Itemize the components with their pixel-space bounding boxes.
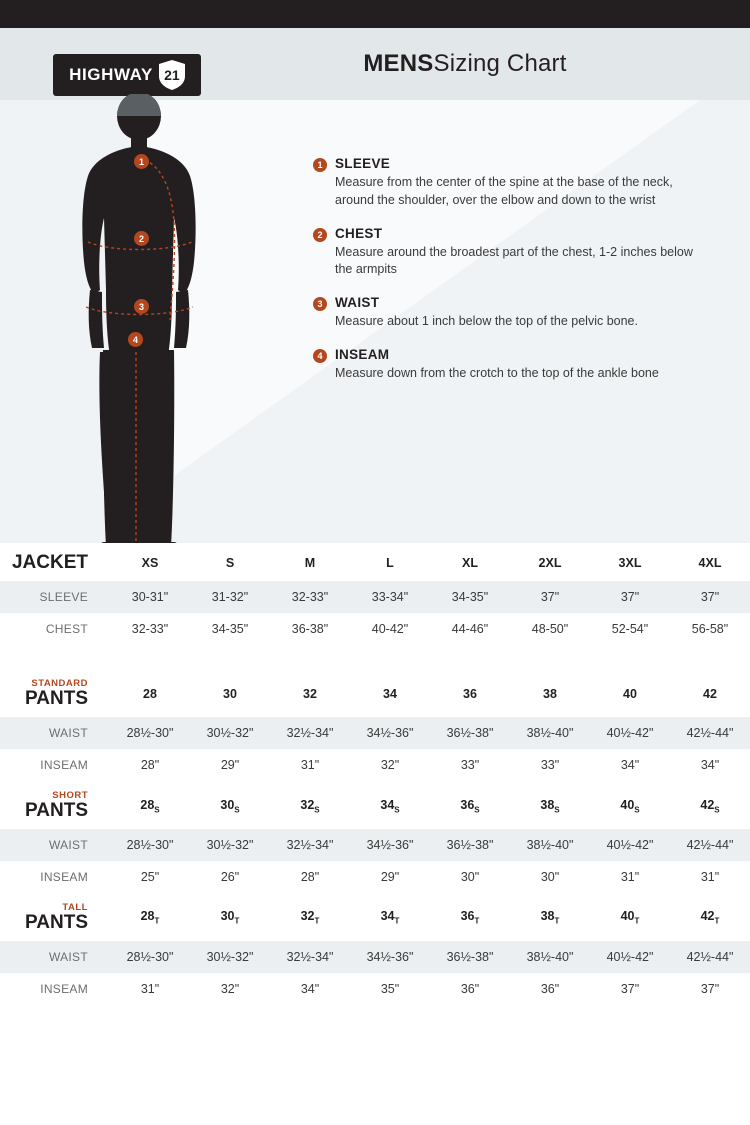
table-cell: 48-50" <box>531 621 569 636</box>
instruction-text-chest: Measure around the broadest part of the chest, 1-2 inches below the armpits <box>335 244 693 277</box>
callout-marker-3: 3 <box>134 299 149 314</box>
table-row <box>0 941 750 973</box>
size-column-header: 30 <box>223 686 237 701</box>
size-column-header: $42_T$ <box>700 909 720 926</box>
size-column-header: $42_S$ <box>700 797 720 815</box>
table-section-kicker: SHORT <box>52 789 88 801</box>
instruction-sleeve <box>313 156 713 210</box>
table-cell: 37" <box>590 581 670 613</box>
instruction-title-chest: CHEST <box>335 225 383 241</box>
row-label: SLEEVE <box>0 581 110 613</box>
size-column-header: $32_S$ <box>300 797 320 815</box>
table-cell: 40½-42" <box>590 941 670 973</box>
size-column-header: $28_T$ <box>140 909 160 926</box>
table-cell: 35" <box>380 981 400 996</box>
size-column-header: 40 <box>623 686 637 701</box>
table-cell: 31" <box>140 981 160 996</box>
table-cell: 30" <box>460 869 480 884</box>
table-cell: 34½-36" <box>350 941 430 973</box>
table-header-row <box>0 893 750 941</box>
table-cell: 34½-36" <box>350 829 430 861</box>
table-row <box>0 613 750 645</box>
table-cell: 30-31" <box>110 581 190 613</box>
table-cell: 32½-34" <box>270 829 350 861</box>
size-column-header: S <box>225 555 235 570</box>
table-section-name: PANTS <box>25 799 88 821</box>
table-cell: 37" <box>670 581 750 613</box>
table-cell: 36½-38" <box>430 717 510 749</box>
instruction-title-waist: WAIST <box>335 295 380 310</box>
table-cell: 32½-34" <box>270 717 350 749</box>
size-table-jacket-0 <box>0 543 750 645</box>
instruction-waist <box>313 295 713 331</box>
table-row <box>0 717 750 749</box>
table-cell: 33" <box>460 757 480 772</box>
size-column-header: $36_T$ <box>460 909 480 926</box>
table-cell: 34" <box>620 757 640 772</box>
size-column-header: 4XL <box>698 555 722 570</box>
table-section-title <box>0 893 110 941</box>
table-cell: 52-54" <box>611 621 649 636</box>
table-section-title <box>0 781 110 829</box>
table-cell: 36-38" <box>291 621 329 636</box>
table-cell: 28" <box>140 757 160 772</box>
instruction-title-sleeve: SLEEVE <box>335 156 391 171</box>
table-cell: 38½-40" <box>510 941 590 973</box>
table-cell: 34-35" <box>211 621 249 636</box>
instruction-inseam <box>313 347 713 383</box>
size-column-header: XL <box>462 555 478 570</box>
table-row <box>0 829 750 861</box>
table-cell: 26" <box>220 869 240 884</box>
table-cell: 28½-30" <box>110 829 190 861</box>
size-column-header: 36 <box>463 686 477 701</box>
size-tables <box>0 543 750 1005</box>
size-column-header: 38 <box>543 686 557 701</box>
top-bar <box>0 0 750 28</box>
row-label: WAIST <box>0 829 110 861</box>
size-column-header: M <box>304 555 316 570</box>
table-cell: 32-33" <box>131 621 169 636</box>
size-column-header: $34_T$ <box>380 909 400 926</box>
table-section-kicker: STANDARD <box>31 677 88 689</box>
table-cell: 34½-36" <box>350 717 430 749</box>
table-cell: 28" <box>300 869 320 884</box>
row-label: CHEST <box>45 621 88 636</box>
table-row <box>0 581 750 613</box>
size-column-header: 28 <box>143 686 157 701</box>
table-cell: 25" <box>140 869 160 884</box>
table-cell: 28½-30" <box>110 717 190 749</box>
hero-panel <box>0 28 750 543</box>
table-cell: 29" <box>220 757 240 772</box>
table-cell: 40-42" <box>371 621 409 636</box>
size-column-header: $38_S$ <box>540 797 560 815</box>
callout-marker-4: 4 <box>128 332 143 347</box>
size-column-header: XS <box>141 555 159 570</box>
shield-number: 21 <box>164 67 180 83</box>
size-column-header: $30_S$ <box>220 797 240 815</box>
size-column-header: $30_T$ <box>220 909 240 926</box>
size-column-header: $40_T$ <box>620 909 640 926</box>
mannequin-illustration <box>60 94 250 543</box>
table-section-kicker: TALL <box>62 901 88 913</box>
table-cell: 38½-40" <box>510 829 590 861</box>
size-column-header: 2XL <box>538 555 562 570</box>
table-cell: 44-46" <box>451 621 489 636</box>
instruction-title-inseam: INSEAM <box>335 346 390 362</box>
table-cell: 32-33" <box>270 581 350 613</box>
size-column-header: 32 <box>303 686 317 701</box>
table-cell: 33-34" <box>350 581 430 613</box>
table-cell: 31" <box>300 757 320 772</box>
size-column-header: $32_T$ <box>300 909 320 926</box>
table-section-title <box>0 543 110 581</box>
table-cell: 56-58" <box>691 621 729 636</box>
body-figure <box>60 94 250 543</box>
table-header-row <box>0 781 750 829</box>
table-section-name: PANTS <box>25 687 88 709</box>
instruction-number-2: 2 <box>313 228 327 242</box>
instruction-text-sleeve: Measure from the center of the spine at the base of the neck, around the shoulder, over the elbow and down to the wrist <box>335 175 673 207</box>
table-cell: 40½-42" <box>590 717 670 749</box>
size-column-header: L <box>386 555 394 570</box>
table-cell: 31" <box>620 869 640 884</box>
table-cell: 37" <box>620 981 640 996</box>
table-cell: 40½-42" <box>590 829 670 861</box>
table-cell: 28½-30" <box>110 941 190 973</box>
row-label: INSEAM <box>40 869 88 884</box>
brand-logo <box>53 54 201 96</box>
row-label: WAIST <box>0 941 110 973</box>
table-cell: 36" <box>460 981 480 996</box>
table-cell: 30" <box>540 869 560 884</box>
table-cell: 34" <box>300 981 320 996</box>
instruction-number-3: 3 <box>313 297 327 311</box>
table-cell: 36" <box>540 981 560 996</box>
table-header-row <box>0 543 750 581</box>
size-column-header: $36_S$ <box>460 797 480 815</box>
instruction-number-1: 1 <box>313 158 327 172</box>
size-table-pants-2 <box>0 781 750 893</box>
instruction-text-inseam: Measure down from the crotch to the top of the ankle bone <box>335 365 659 380</box>
size-column-header: 34 <box>383 686 397 701</box>
size-column-header: $34_S$ <box>380 797 400 815</box>
table-section-name: JACKET <box>11 552 88 573</box>
table-cell: 30½-32" <box>190 941 270 973</box>
callout-marker-1: 1 <box>134 154 149 169</box>
table-cell: 31" <box>700 869 720 884</box>
table-section-title <box>0 669 110 717</box>
table-spacer <box>0 645 750 669</box>
size-column-header: $28_S$ <box>140 797 160 815</box>
table-cell: 34" <box>700 757 720 772</box>
callout-marker-2: 2 <box>134 231 149 246</box>
table-cell: 38½-40" <box>510 717 590 749</box>
size-column-header: 42 <box>703 686 717 701</box>
size-column-header: $38_T$ <box>540 909 560 926</box>
size-column-header: $40_S$ <box>620 797 640 815</box>
instructions-list <box>313 156 713 399</box>
page-title-bold: MENS <box>363 50 434 77</box>
table-row <box>0 861 750 893</box>
table-cell: 32" <box>220 981 240 996</box>
size-column-header: 3XL <box>618 555 642 570</box>
table-cell: 31-32" <box>190 581 270 613</box>
table-row <box>0 749 750 781</box>
row-label: WAIST <box>0 717 110 749</box>
table-cell: 36½-38" <box>430 941 510 973</box>
table-cell: 33" <box>540 757 560 772</box>
shield-icon <box>159 60 185 90</box>
table-cell: 42½-44" <box>670 829 750 861</box>
table-section-name: PANTS <box>25 911 88 933</box>
table-cell: 30½-32" <box>190 829 270 861</box>
brand-name: HIGHWAY <box>69 65 153 84</box>
table-header-row <box>0 669 750 717</box>
table-cell: 32" <box>380 757 400 772</box>
instruction-chest <box>313 226 713 280</box>
row-label: INSEAM <box>40 981 88 996</box>
size-table-pants-3 <box>0 893 750 1005</box>
instruction-number-4: 4 <box>313 349 327 363</box>
instruction-text-waist: Measure about 1 inch below the top of the pelvic bone. <box>335 314 638 328</box>
page-title-rest: Sizing Chart <box>433 50 567 77</box>
table-cell: 30½-32" <box>190 717 270 749</box>
table-cell: 29" <box>380 869 400 884</box>
row-label: INSEAM <box>40 757 88 772</box>
table-cell: 37" <box>510 581 590 613</box>
table-cell: 36½-38" <box>430 829 510 861</box>
table-row <box>0 973 750 1005</box>
table-cell: 32½-34" <box>270 941 350 973</box>
table-cell: 42½-44" <box>670 717 750 749</box>
table-cell: 42½-44" <box>670 941 750 973</box>
table-cell: 37" <box>700 981 720 996</box>
table-cell: 34-35" <box>430 581 510 613</box>
size-table-pants-1 <box>0 669 750 781</box>
